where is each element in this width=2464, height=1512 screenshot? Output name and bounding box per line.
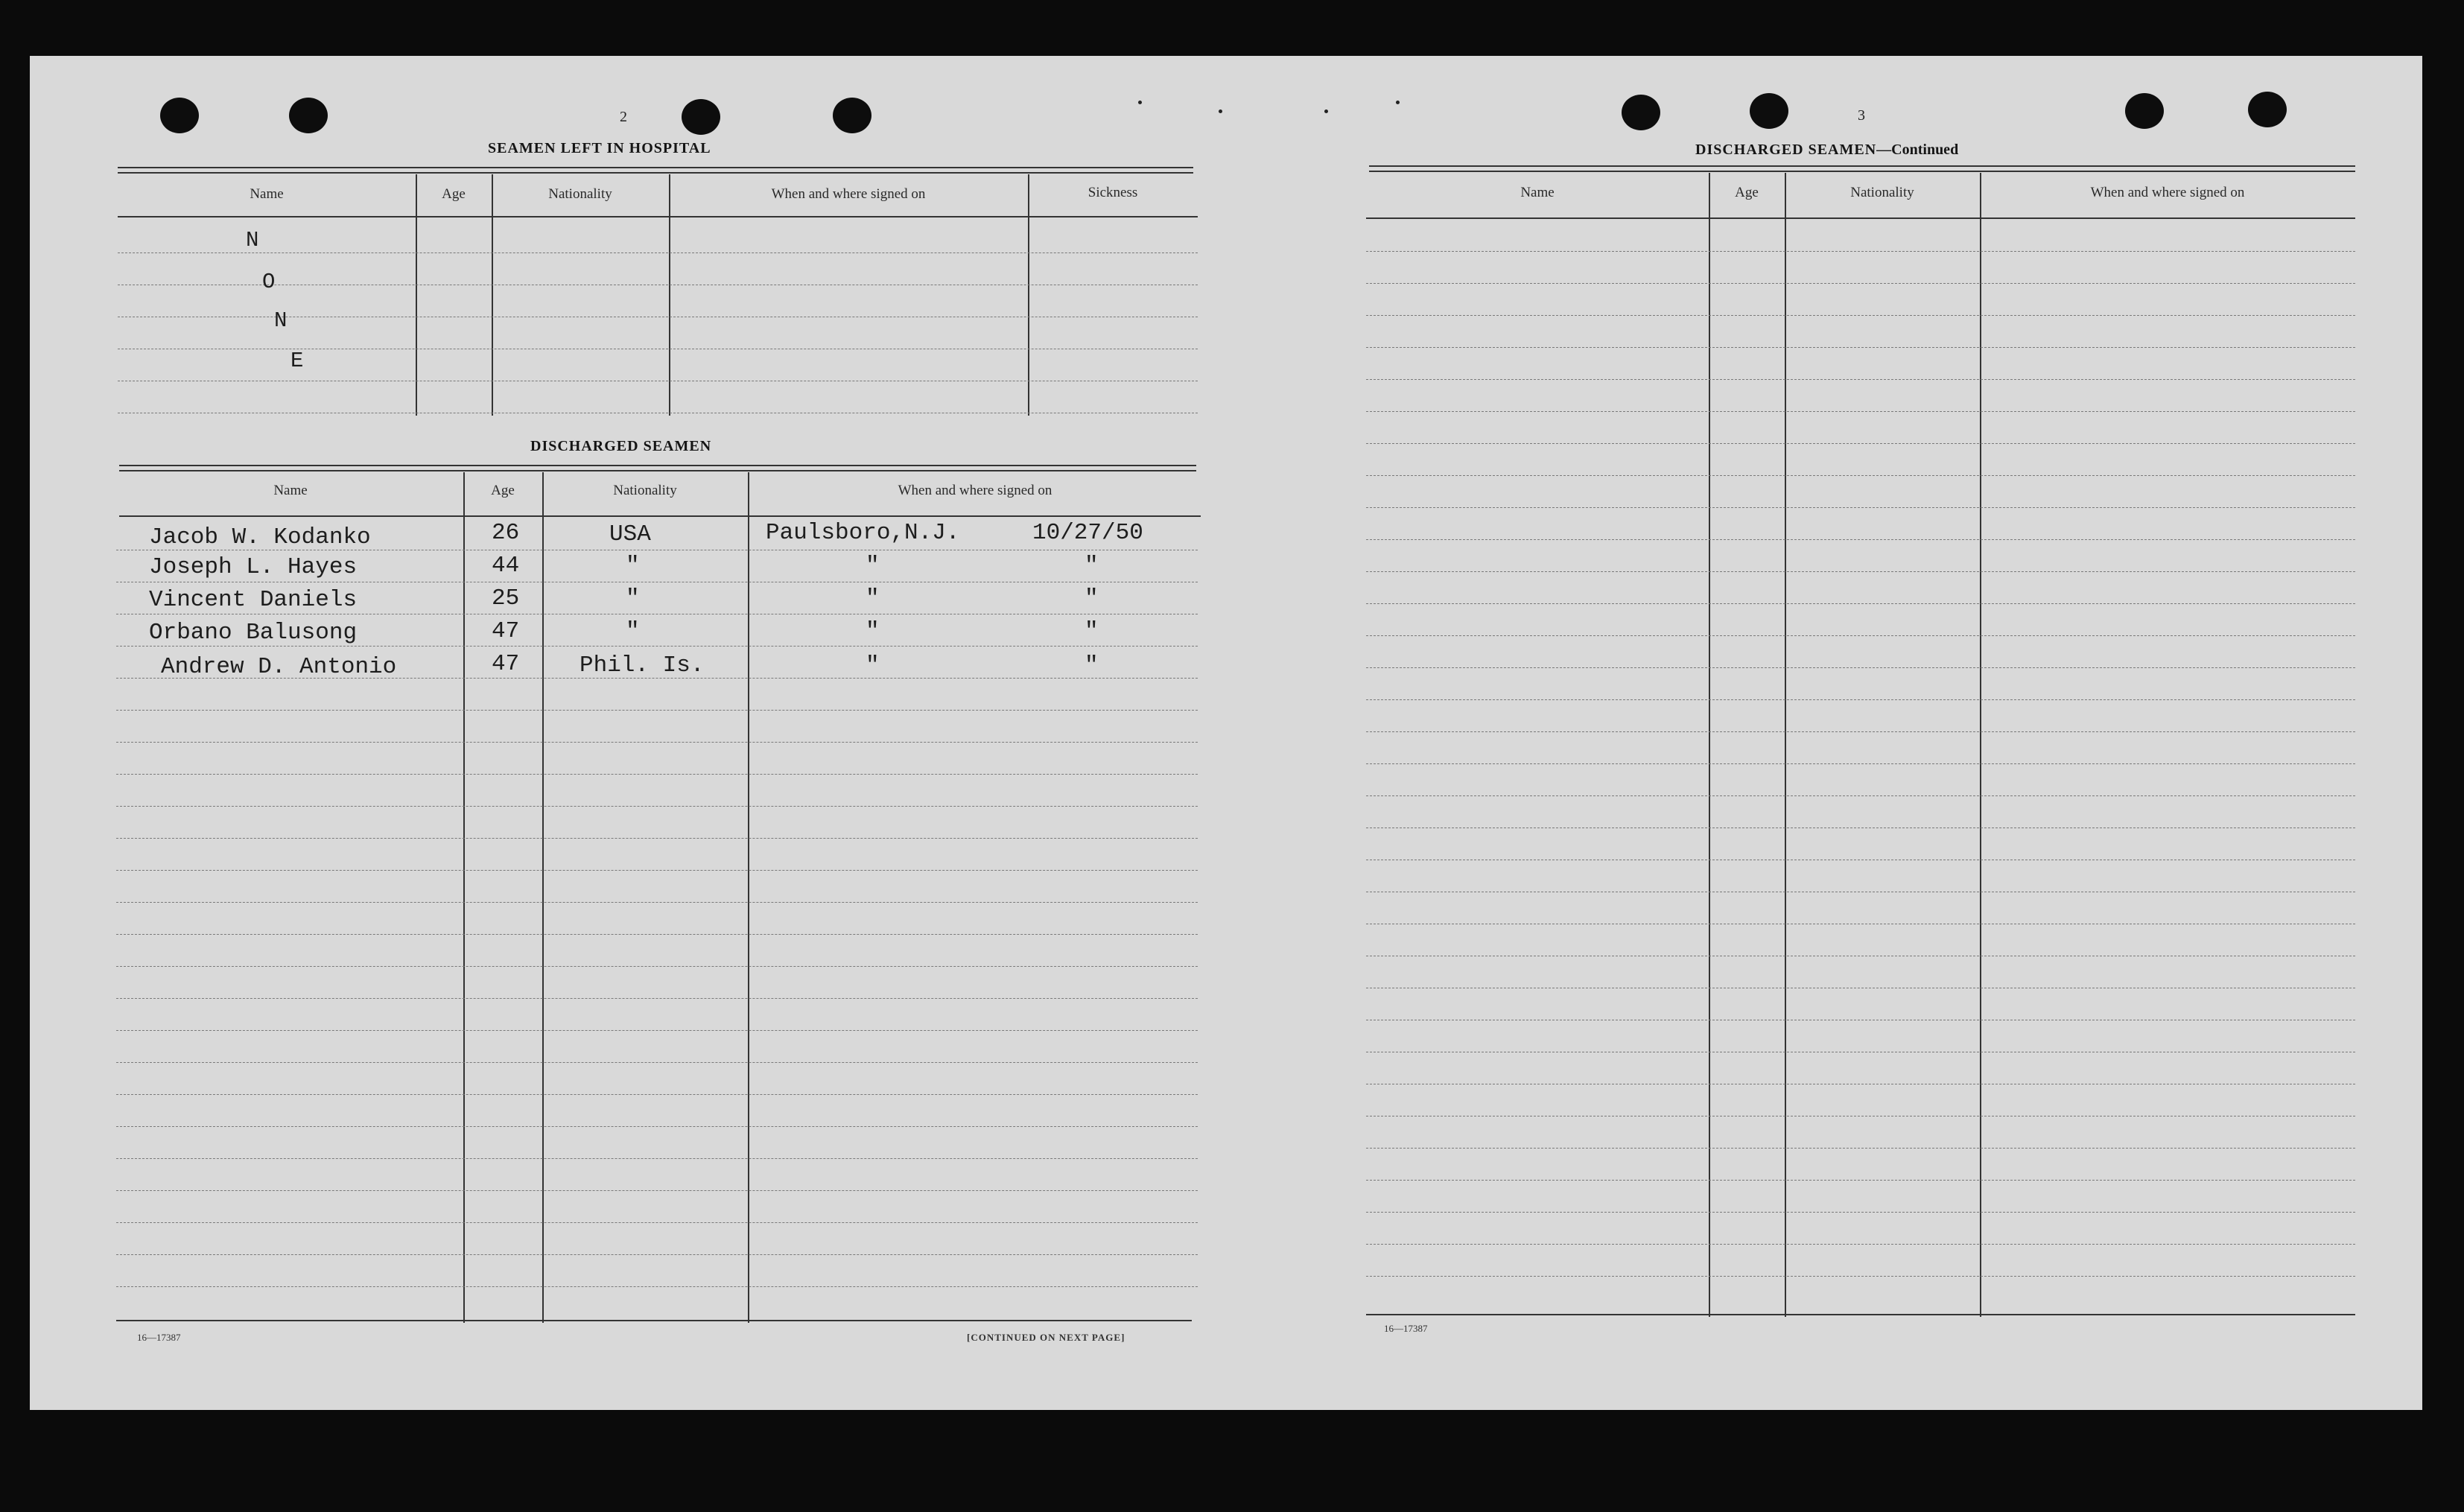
table-row	[116, 1030, 1198, 1031]
table-row	[116, 934, 1198, 935]
seaman-signed-on-date: "	[1085, 618, 1099, 644]
table-row	[116, 806, 1198, 807]
table-row	[116, 1190, 1198, 1191]
table-row	[116, 742, 1198, 743]
column-divider	[1028, 174, 1029, 416]
ink-speck	[1396, 101, 1400, 104]
hospital-title-rule	[118, 167, 1193, 174]
table-row	[1366, 411, 2355, 412]
table-row	[1366, 1212, 2355, 1213]
table-row	[116, 774, 1198, 775]
hospital-header-rule	[118, 216, 1198, 217]
table-row	[1366, 443, 2355, 444]
punch-hole	[289, 98, 328, 133]
table-row	[1366, 315, 2355, 316]
column-divider	[669, 174, 670, 416]
right-header-name: Name	[1520, 185, 1555, 200]
hospital-header-sickness: Sickness	[1087, 185, 1138, 200]
column-divider	[1980, 173, 1981, 1317]
seaman-signed-on-place: "	[866, 553, 880, 579]
table-row	[1366, 795, 2355, 796]
punch-hole	[160, 98, 199, 133]
table-row	[1366, 1276, 2355, 1277]
ink-speck	[1138, 101, 1142, 104]
seaman-name: Joseph L. Hayes	[149, 554, 358, 580]
table-row	[116, 1062, 1198, 1063]
table-row	[116, 1286, 1198, 1287]
discharged-header-age: Age	[491, 483, 515, 498]
table-row	[116, 1254, 1198, 1255]
seaman-name: Jacob W. Kodanko	[149, 524, 371, 550]
hospital-header-signed-on: When and where signed on	[771, 186, 926, 202]
table-row	[1366, 667, 2355, 668]
continued-note: [CONTINUED ON NEXT PAGE]	[967, 1332, 1125, 1343]
right-header-age: Age	[1735, 185, 1759, 200]
right-title-rule	[1369, 165, 2355, 172]
punch-hole	[2125, 93, 2164, 129]
table-row	[1366, 283, 2355, 284]
hospital-none-letter: N	[274, 308, 288, 333]
seaman-signed-on-date: "	[1085, 553, 1099, 579]
table-row	[116, 646, 1198, 647]
table-row	[116, 1158, 1198, 1159]
table-row	[1366, 379, 2355, 380]
column-divider	[542, 472, 544, 1323]
seaman-signed-on-place: "	[866, 652, 880, 679]
column-divider	[748, 472, 749, 1323]
table-row	[116, 838, 1198, 839]
table-row	[1366, 699, 2355, 700]
table-row	[1366, 1180, 2355, 1181]
table-row	[1366, 731, 2355, 732]
table-row	[1366, 539, 2355, 540]
seaman-signed-on-place: Paulsboro,N.J.	[766, 520, 960, 546]
column-divider	[1709, 173, 1710, 1317]
column-divider	[492, 174, 493, 416]
ink-speck	[1219, 109, 1222, 113]
hospital-section-title: SEAMEN LEFT IN HOSPITAL	[488, 140, 711, 156]
table-row	[118, 252, 1198, 253]
document-sheet	[30, 56, 2422, 1410]
table-row	[1366, 1148, 2355, 1149]
table-row	[1366, 475, 2355, 476]
seaman-name: Andrew D. Antonio	[161, 654, 397, 680]
hospital-none-letter: E	[290, 349, 304, 373]
table-row	[1366, 507, 2355, 508]
form-number: 16—17387	[137, 1332, 181, 1343]
table-row	[1366, 347, 2355, 348]
hospital-header-nationality: Nationality	[548, 186, 612, 202]
seaman-nationality: "	[626, 553, 640, 579]
seaman-age: 26	[492, 520, 520, 546]
discharged-title-rule	[119, 465, 1196, 471]
seaman-nationality: Phil. Is.	[580, 652, 705, 679]
discharged-header-signed-on: When and where signed on	[898, 483, 1052, 498]
form-number: 16—17387	[1384, 1323, 1428, 1334]
table-row	[116, 902, 1198, 903]
table-row	[116, 966, 1198, 967]
table-row	[1366, 635, 2355, 636]
table-row	[116, 1094, 1198, 1095]
discharged-header-name: Name	[273, 483, 308, 498]
ink-speck	[1324, 109, 1328, 113]
punch-hole	[1622, 95, 1660, 130]
seaman-signed-on-place: "	[866, 618, 880, 644]
right-header-rule	[1366, 217, 2355, 219]
hospital-header-name: Name	[250, 186, 284, 202]
discharged-header-rule	[119, 515, 1201, 517]
seaman-age: 47	[492, 651, 520, 677]
discharged-continued-title-main: DISCHARGED SEAMEN	[1695, 142, 1877, 158]
table-row	[116, 1222, 1198, 1223]
column-divider	[416, 174, 417, 416]
seaman-age: 25	[492, 585, 520, 612]
table-row	[1366, 1244, 2355, 1245]
seaman-nationality: USA	[609, 521, 651, 547]
punch-hole	[682, 99, 720, 135]
seaman-signed-on-date: "	[1085, 652, 1099, 679]
continued-suffix: —Continued	[1876, 142, 1959, 158]
discharged-header-nationality: Nationality	[613, 483, 677, 498]
seaman-signed-on-place: "	[866, 585, 880, 612]
column-divider	[463, 472, 465, 1323]
table-row	[116, 870, 1198, 871]
punch-hole	[2248, 92, 2287, 127]
page-number: 3	[1858, 107, 1865, 124]
discharged-bottom-rule	[116, 1320, 1192, 1321]
hospital-none-letter: N	[246, 228, 259, 252]
seaman-nationality: "	[626, 585, 640, 612]
right-header-signed-on: When and where signed on	[2090, 185, 2245, 200]
right-header-nationality: Nationality	[1850, 185, 1914, 200]
right-bottom-rule	[1366, 1314, 2355, 1315]
seaman-age: 47	[492, 618, 520, 644]
hospital-header-age: Age	[442, 186, 466, 202]
table-row	[116, 1126, 1198, 1127]
page-number: 2	[620, 109, 627, 125]
table-row	[116, 998, 1198, 999]
table-row	[1366, 571, 2355, 572]
discharged-section-title: DISCHARGED SEAMEN	[530, 438, 712, 454]
seaman-signed-on-date: 10/27/50	[1032, 520, 1143, 546]
seaman-age: 44	[492, 553, 520, 579]
hospital-none-letter: O	[262, 270, 276, 294]
punch-hole	[833, 98, 871, 133]
table-row	[1366, 763, 2355, 764]
discharged-continued-title	[1695, 142, 1958, 159]
seaman-name: Orbano Balusong	[149, 620, 358, 646]
table-row	[1366, 251, 2355, 252]
punch-hole	[1750, 93, 1788, 129]
seaman-name: Vincent Daniels	[149, 587, 358, 613]
column-divider	[1785, 173, 1786, 1317]
table-row	[1366, 603, 2355, 604]
seaman-signed-on-date: "	[1085, 585, 1099, 612]
seaman-nationality: "	[626, 618, 640, 644]
table-row	[116, 710, 1198, 711]
